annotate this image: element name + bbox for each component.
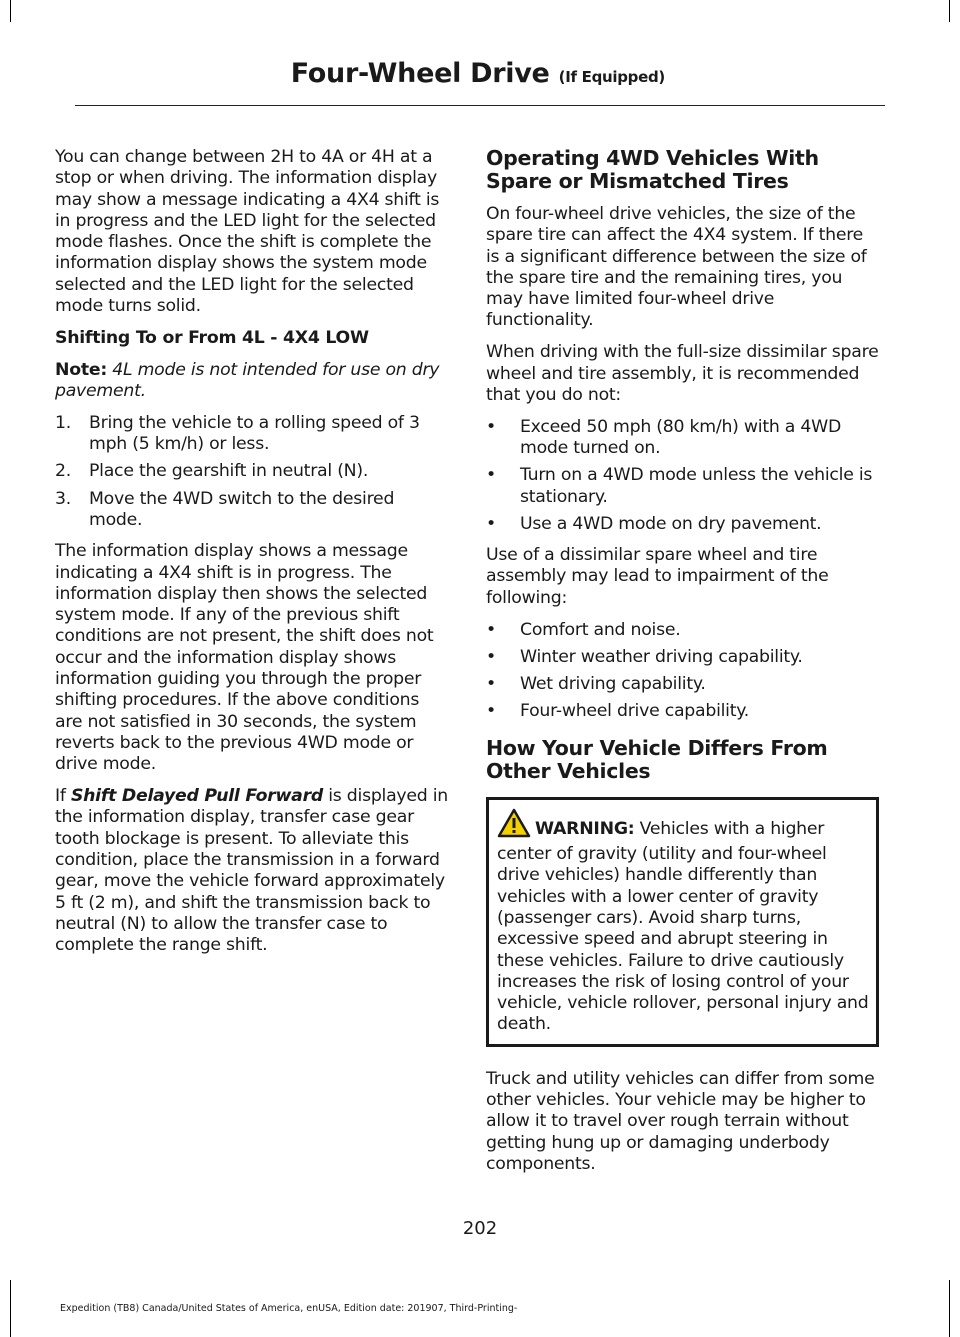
display-paragraph: The information display shows a message indicating a 4X4 shift is in progress. The information display then shows the selected system mode. If any of the previous shift conditions are not present, the shift does not occur and the information display shows information guiding you through the proper shifting procedures. If the above conditions are not satisfied in 30 seconds, the system reverts back to the previous 4WD mode or drive mode. (55, 541, 434, 775)
list-item (486, 701, 879, 722)
delayed-paragraph (55, 786, 448, 956)
bullet-list (486, 417, 879, 535)
list-item (55, 413, 448, 456)
bullet: • (486, 416, 496, 437)
bullet-text: Use a 4WD mode on dry pavement. (520, 513, 822, 534)
bullet-text: Wet driving capability. (520, 674, 706, 695)
note-label: Note: (55, 359, 107, 380)
section-heading: Operating 4WD Vehicles With Spare or Mismatched Tires (486, 146, 819, 193)
intro-paragraph: You can change between 2H to 4A or 4H at a stop or when driving. The information display may show a message indicating a 4X4 shift is in progress and the LED light for the selected mode flashes. Once the shift is complete the information display shows the system mode selected and the LED light for the selected mode turns solid. (55, 147, 440, 317)
section-subheading: Shifting To or From 4L - 4X4 LOW (55, 327, 369, 348)
note-text: 4L mode is not intended for use on dry pavement. (55, 359, 440, 401)
delayed-rest: is displayed in the information display, transfer case gear tooth blockage is present. To alleviate this condition, place the transmission in a forward gear, move the vehicle forward approximately 5 ft (2 m), and shift the transmission back to neutral (N) to allow the transfer case to complete the range shift. (55, 786, 449, 956)
bullet-text: Winter weather driving capability. (520, 646, 803, 667)
step-text: Bring the vehicle to a rolling speed of 3 mph (5 km/h) or less. (89, 412, 420, 455)
bullet-text: Exceed 50 mph (80 km/h) with a 4WD mode turned on. (520, 416, 842, 458)
warning-box (486, 797, 879, 1047)
step-number: 3. (55, 488, 71, 509)
header-qualifier: (If Equipped) (558, 68, 665, 86)
footer-edition: Expedition (TB8) Canada/United States of America, enUSA, Edition date: 201907, Third-Printing- (60, 1303, 518, 1314)
list-item (486, 417, 879, 460)
display-message: Shift Delayed Pull Forward (70, 786, 323, 807)
crop-mark (10, 1280, 11, 1337)
crop-mark (10, 0, 11, 22)
list-item (486, 674, 879, 695)
recommendation-paragraph: When driving with the full-size dissimilar spare wheel and tire assembly, it is recommended that you do not: (486, 342, 879, 405)
step-number: 2. (55, 461, 71, 482)
list-item (486, 465, 879, 508)
bullet: • (486, 701, 496, 722)
right-column (486, 147, 879, 1186)
warning-triangle-icon (497, 808, 531, 844)
crop-mark (949, 1280, 950, 1337)
section-heading: How Your Vehicle Differs From Other Vehicles (486, 735, 828, 783)
bullet: • (486, 674, 496, 695)
bullet-list (486, 620, 879, 723)
list-item (486, 620, 879, 641)
list-item (55, 461, 448, 482)
bullet-text: Turn on a 4WD mode unless the vehicle is stationary. (520, 465, 873, 507)
list-item (486, 647, 879, 668)
bullet: • (486, 646, 496, 667)
bullet-text: Four-wheel drive capability. (520, 701, 750, 722)
warning-text: Vehicles with a higher center of gravity (utility and four-wheel drive vehicles) handle differently than vehicles with a lower center of gravity (passenger cars). Avoid sharp turns, excessive speed and abrupt steering in these vehicles. Failure to drive cautiously increases the risk of losing control of your vehicle, vehicle rollover, personal injury and death. (497, 818, 869, 1035)
bullet: • (486, 465, 496, 486)
bullet: • (486, 619, 496, 640)
header-title: Four-Wheel Drive (290, 58, 550, 89)
bullet: • (486, 513, 496, 534)
crop-mark (949, 0, 950, 22)
left-column (55, 147, 448, 967)
list-item (55, 489, 448, 532)
step-number: 1. (55, 412, 71, 433)
step-text: Move the 4WD switch to the desired mode. (89, 488, 395, 530)
bullet-text: Comfort and noise. (520, 619, 681, 640)
step-text: Place the gearshift in neutral (N). (89, 461, 369, 482)
step-list (55, 413, 448, 531)
page-header (291, 58, 665, 89)
list-item (486, 514, 879, 535)
vehicle-differences-paragraph: Truck and utility vehicles can differ from some other vehicles. Your vehicle may be higher to allow it to travel over rough terrain without getting hung up or damaging underbody components. (486, 1068, 875, 1174)
spare-tire-paragraph: On four-wheel drive vehicles, the size of the spare tire can affect the 4X4 system. If there is a significant difference between the size of the spare tire and the remaining tires, you may have limited four-wheel drive functionality. (486, 204, 867, 331)
page-number: 202 (462, 1218, 498, 1239)
warning-label: WARNING: (535, 818, 635, 839)
note (55, 360, 448, 403)
delayed-prefix: If (55, 786, 66, 807)
header-divider (75, 105, 885, 106)
impairment-paragraph: Use of a dissimilar spare wheel and tire assembly may lead to impairment of the following: (486, 545, 829, 608)
